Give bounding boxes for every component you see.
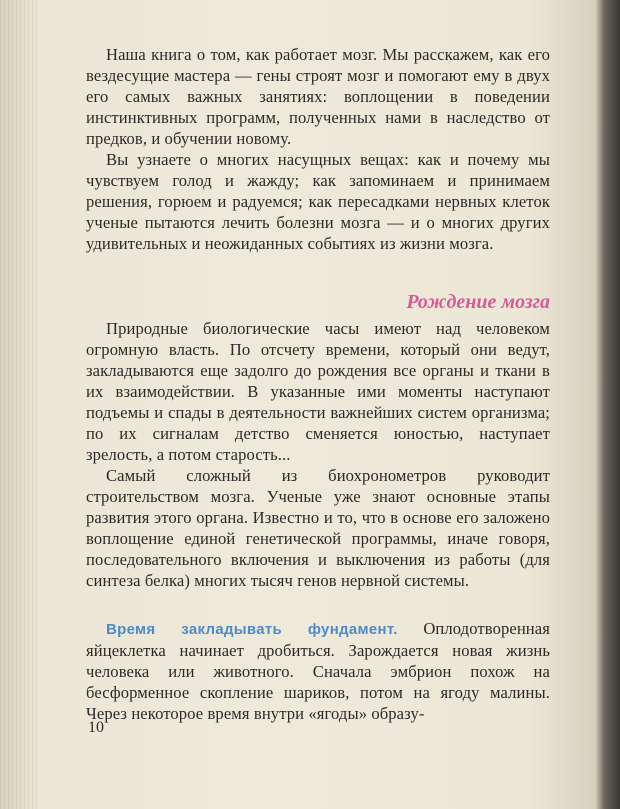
- page-edge-shadow: [0, 0, 40, 809]
- subsection-text: [86, 618, 550, 724]
- intro-paragraph-1: Наша книга о том, как работает мозг. Мы расскажем, как его вездесущие мастера — гены строят мозг и помогают ему в двух его самых важных занятиях: воплощении в поведении инстинктивных программ, полученных нами в наследство от предков, и обучении новому.: [86, 45, 550, 148]
- section-paragraph-1: Природные биологические часы имеют над человеком огромную власть. По отсчету времени, который они ведут, закладываются еще задолго до рождения все органы и ткани в их взаимодействии. В указанные ими моменты наступают подъемы и спады в деятельности важнейших систем организма; по их сигналам детство сменяется юностью, наступает зрелость, а потом старость...: [86, 319, 550, 464]
- subsection-heading: Время закладывать фундамент.: [106, 621, 398, 638]
- subsection-body: Оплодотворенная яйцеклетка начинает дробиться. Зарождается новая жизнь человека или животного. Сначала эмбрион похож на бесформенное скопление шариков, потом на ягоду малины. Через некоторое время внутри «ягоды» образу-: [86, 619, 550, 723]
- intro-text: [86, 44, 550, 254]
- page-number: 10: [88, 719, 104, 736]
- section-paragraph-2: Самый сложный из биохронометров руководит строительством мозга. Ученые уже знают основные этапы развития этого органа. Известно и то, что в основе его заложено воплощение единой генетической программы, иначе говоря, последовательного включения и выключения из работы (для синтеза белка) многих тысяч генов нервной системы.: [86, 466, 550, 590]
- intro-paragraph-2: Вы узнаете о многих насущных вещах: как и почему мы чувствуем голод и жажду; как запоминаем и принимаем решения, горюем и радуемся; как пересадками нервных клеток ученые пытаются лечить болезни мозга — и о многих других удивительных и неожиданных событиях из жизни мозга.: [86, 150, 550, 253]
- section-text: [86, 318, 550, 591]
- section-heading: Рождение мозга: [406, 291, 550, 313]
- subsection-paragraph: [86, 618, 550, 724]
